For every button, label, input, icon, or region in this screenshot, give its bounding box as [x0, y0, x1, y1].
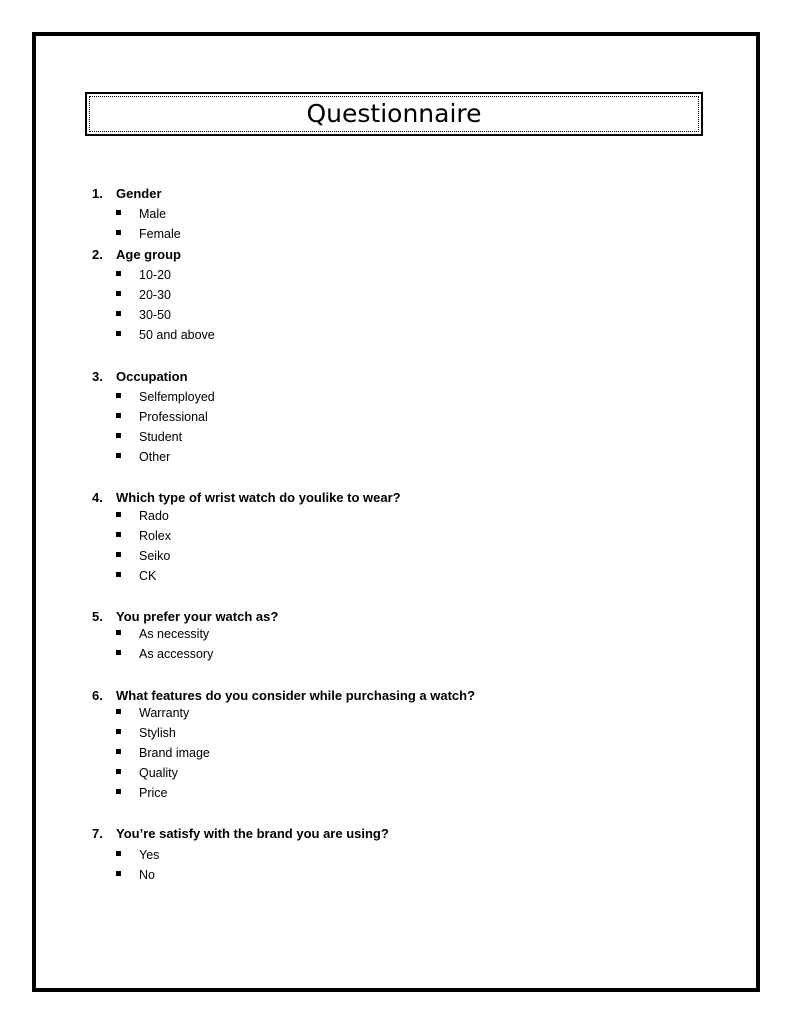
- question-number: 2.: [92, 247, 103, 262]
- square-bullet-icon: [116, 453, 121, 458]
- option-item: [116, 725, 176, 741]
- option-item: [116, 626, 209, 642]
- option-item: [116, 745, 210, 761]
- square-bullet-icon: [116, 572, 121, 577]
- option-item: [116, 705, 189, 721]
- option-label: 30-50: [139, 308, 171, 322]
- option-item: [116, 429, 182, 445]
- question-text: You’re satisfy with the brand you are using?: [116, 826, 389, 841]
- square-bullet-icon: [116, 749, 121, 754]
- question-satisfaction: [92, 826, 389, 842]
- option-item: [116, 508, 169, 524]
- question-occupation: [92, 369, 188, 385]
- square-bullet-icon: [116, 709, 121, 714]
- option-label: Other: [139, 450, 171, 464]
- option-label: Female: [139, 227, 181, 241]
- square-bullet-icon: [116, 291, 121, 296]
- option-label: Seiko: [139, 549, 171, 563]
- option-item: [116, 267, 171, 283]
- square-bullet-icon: [116, 630, 121, 635]
- question-text: Gender: [116, 186, 162, 201]
- option-label: Stylish: [139, 726, 176, 740]
- option-item: [116, 389, 215, 405]
- question-number: 1.: [92, 186, 103, 201]
- square-bullet-icon: [116, 271, 121, 276]
- option-label: 50 and above: [139, 328, 215, 342]
- option-label: As necessity: [139, 627, 210, 641]
- question-text: Occupation: [116, 369, 188, 384]
- option-label: Price: [139, 786, 168, 800]
- page-title: Questionnaire: [306, 98, 482, 128]
- option-item: [116, 449, 170, 465]
- square-bullet-icon: [116, 393, 121, 398]
- option-item: [116, 409, 208, 425]
- square-bullet-icon: [116, 230, 121, 235]
- option-label: Professional: [139, 410, 208, 424]
- square-bullet-icon: [116, 532, 121, 537]
- question-age-group: [92, 247, 181, 263]
- option-label: Quality: [139, 766, 178, 780]
- option-item: [116, 568, 156, 584]
- square-bullet-icon: [116, 729, 121, 734]
- square-bullet-icon: [116, 311, 121, 316]
- square-bullet-icon: [116, 871, 121, 876]
- square-bullet-icon: [116, 851, 121, 856]
- option-label: 10-20: [139, 268, 171, 282]
- option-item: [116, 867, 155, 883]
- question-number: 7.: [92, 826, 103, 841]
- square-bullet-icon: [116, 512, 121, 517]
- option-label: Rolex: [139, 529, 171, 543]
- option-label: 20-30: [139, 288, 171, 302]
- option-item: [116, 646, 213, 662]
- square-bullet-icon: [116, 433, 121, 438]
- option-item: [116, 548, 170, 564]
- option-label: Warranty: [139, 706, 190, 720]
- question-features: [92, 688, 475, 704]
- option-label: Male: [139, 207, 167, 221]
- option-label: Student: [139, 430, 183, 444]
- question-text: Age group: [116, 247, 181, 262]
- option-label: No: [139, 868, 155, 882]
- option-item: [116, 287, 171, 303]
- square-bullet-icon: [116, 650, 121, 655]
- question-watch-preference: [92, 609, 278, 625]
- question-number: 6.: [92, 688, 103, 703]
- option-item: [116, 206, 166, 222]
- option-label: Selfemployed: [139, 390, 215, 404]
- option-item: [116, 307, 171, 323]
- option-label: CK: [139, 569, 157, 583]
- title-box: [85, 92, 703, 136]
- option-item: [116, 327, 215, 343]
- question-number: 3.: [92, 369, 103, 384]
- option-item: [116, 226, 181, 242]
- option-item: [116, 785, 167, 801]
- option-label: As accessory: [139, 647, 214, 661]
- question-number: 4.: [92, 490, 103, 505]
- square-bullet-icon: [116, 789, 121, 794]
- square-bullet-icon: [116, 552, 121, 557]
- option-item: [116, 528, 171, 544]
- question-watch-type: [92, 490, 401, 506]
- option-label: Brand image: [139, 746, 210, 760]
- option-item: [116, 765, 178, 781]
- square-bullet-icon: [116, 413, 121, 418]
- square-bullet-icon: [116, 331, 121, 336]
- option-label: Rado: [139, 509, 169, 523]
- square-bullet-icon: [116, 210, 121, 215]
- option-item: [116, 847, 159, 863]
- question-gender: [92, 186, 162, 202]
- question-number: 5.: [92, 609, 103, 624]
- option-label: Yes: [139, 848, 160, 862]
- question-text: Which type of wrist watch do youlike to wear?: [116, 490, 401, 505]
- square-bullet-icon: [116, 769, 121, 774]
- question-text: What features do you consider while purchasing a watch?: [116, 688, 476, 703]
- question-text: You prefer your watch as?: [116, 609, 279, 624]
